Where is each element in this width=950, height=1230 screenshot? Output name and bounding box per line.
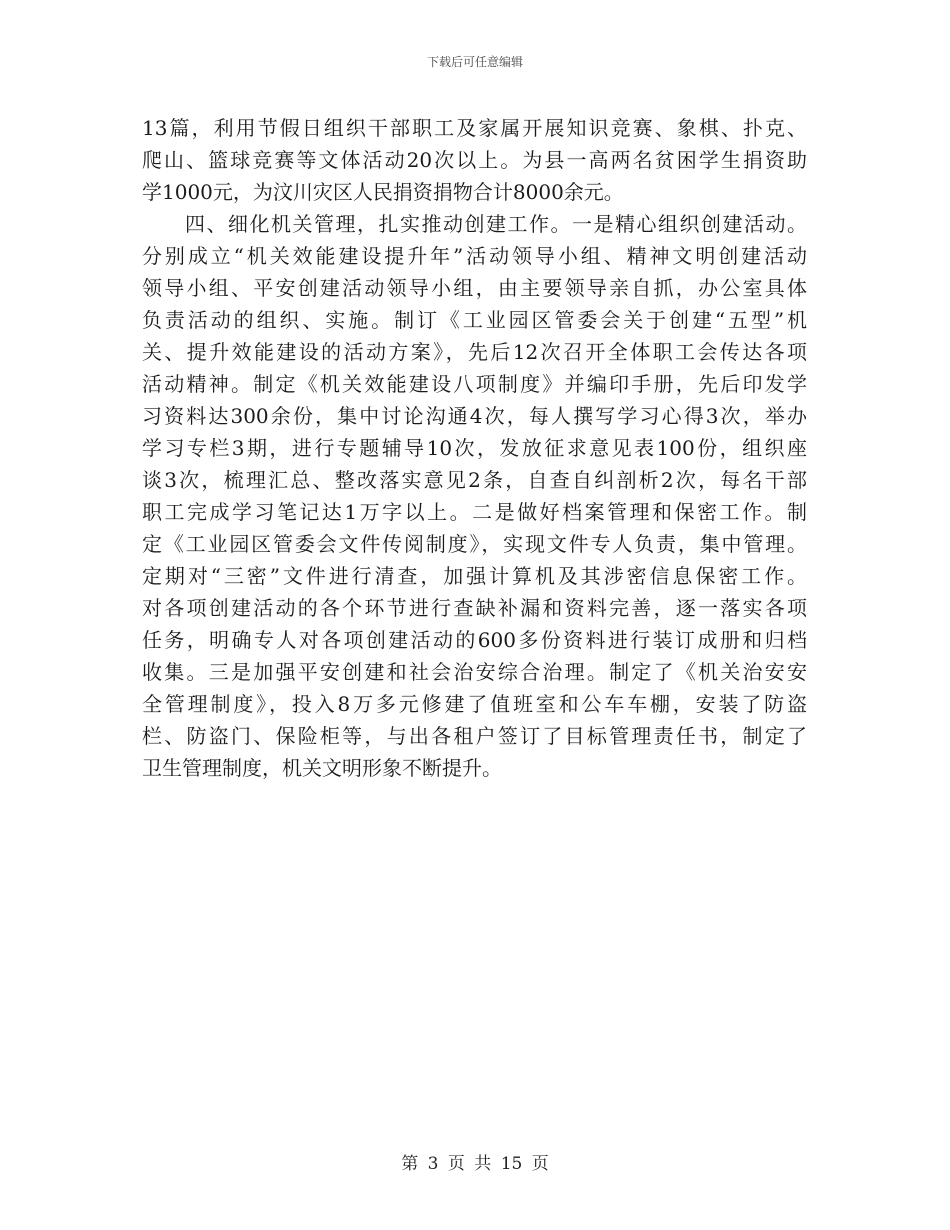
text-line: 关、提升效能建设的活动方案》，先后12次召开全体职工会传达各项 <box>142 340 807 364</box>
text-line: 分别成立“机关效能建设提升年”活动领导小组、精神文明创建活动 <box>142 244 807 268</box>
text-line: 定期对“三密”文件进行清查，加强计算机及其涉密信息保密工作。 <box>142 564 807 588</box>
text-line: 学1000元，为汶川灾区人民捐资捐物合计8000余元。 <box>142 180 624 204</box>
text-line: 四、细化机关管理，扎实推动创建工作。一是精心组织创建活动。 <box>142 212 807 236</box>
page-header <box>0 54 950 70</box>
document-body <box>142 112 807 784</box>
text-line: 谈3次，梳理汇总、整改落实意见2条，自查自纠剖析2次，每名干部 <box>142 468 807 492</box>
text-line: 任务，明确专人对各项创建活动的600多份资料进行装订成册和归档 <box>142 628 807 652</box>
text-line: 爬山、篮球竞赛等文体活动20次以上。为县一高两名贫困学生捐资助 <box>142 148 807 172</box>
text-line: 13篇，利用节假日组织干部职工及家属开展知识竞赛、象棋、扑克、 <box>142 116 807 140</box>
text-line: 学习专栏3期，进行专题辅导10次，发放征求意见表100份，组织座 <box>142 436 807 460</box>
text-line: 负责活动的组织、实施。制订《工业园区管委会关于创建“五型”机 <box>142 308 807 332</box>
page-footer <box>0 1152 950 1176</box>
text-line: 习资料达300余份，集中讨论沟通4次，每人撰写学习心得3次，举办 <box>142 404 807 428</box>
text-line: 职工完成学习笔记达1万字以上。二是做好档案管理和保密工作。制 <box>142 500 807 524</box>
page-number: 第 3 页 共 15 页 <box>401 1154 549 1174</box>
text-line: 领导小组、平安创建活动领导小组，由主要领导亲自抓，办公室具体 <box>142 276 807 300</box>
text-line: 对各项创建活动的各个环节进行查缺补漏和资料完善，逐一落实各项 <box>142 596 807 620</box>
text-line: 收集。三是加强平安创建和社会治安综合治理。制定了《机关治安安 <box>142 660 807 684</box>
header-note: 下载后可任意编辑 <box>426 55 523 69</box>
text-line: 卫生管理制度，机关文明形象不断提升。 <box>142 756 502 780</box>
text-line: 栏、防盗门、保险柜等，与出各租户签订了目标管理责任书，制定了 <box>142 724 807 748</box>
text-line: 定《工业园区管委会文件传阅制度》，实现文件专人负责，集中管理。 <box>142 532 807 556</box>
text-line: 活动精神。制定《机关效能建设八项制度》并编印手册，先后印发学 <box>142 372 807 396</box>
text-line: 全管理制度》，投入8万多元修建了值班室和公车车棚，安装了防盗 <box>142 692 807 716</box>
